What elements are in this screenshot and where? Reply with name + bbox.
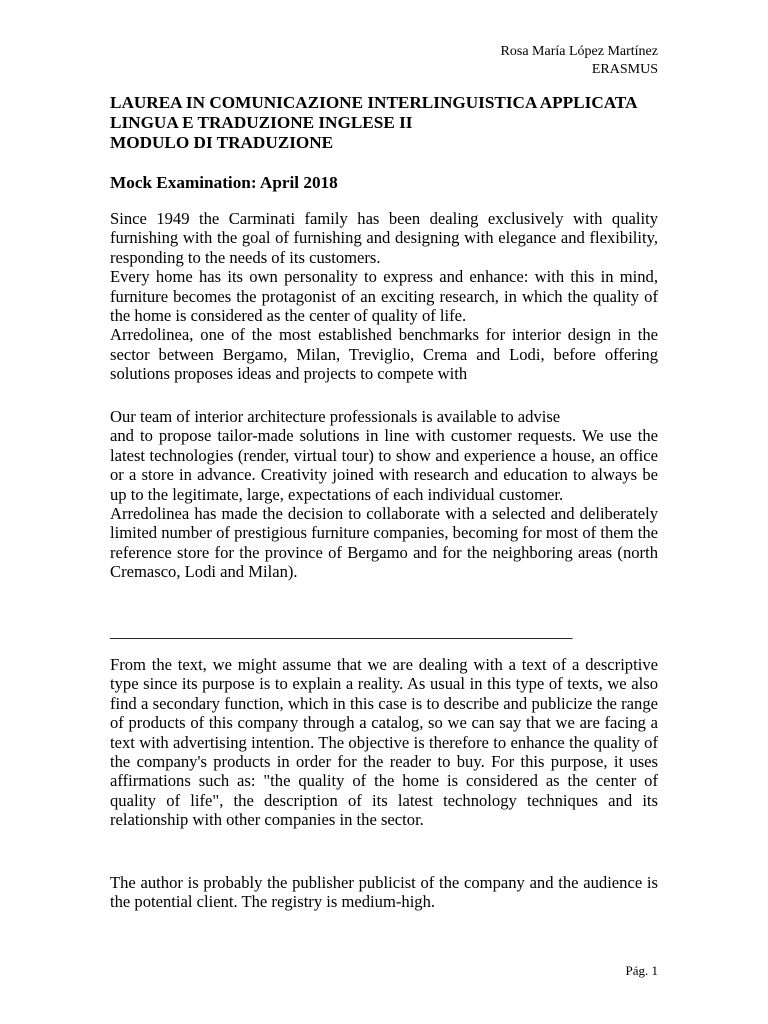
source-paragraph: Arredolinea has made the decision to collaborate with a selected and deliberately limited number of prestigious furniture companies, becoming for most of them the reference store for the province of Bergamo and for the neighboring areas (north Cremasco, Lodi and Milan). (110, 504, 658, 582)
analysis-block (110, 655, 658, 830)
analysis-paragraph: From the text, we might assume that we are dealing with a text of a descriptive type since its purpose is to explain a reality. As usual in this type of texts, we also find a secondary function, which in this case is to describe and publicize the range of products of this company through a catalog, so we can say that we are facing a text with advertising intention. The objective is therefore to enhance the quality of the company's products in order for the reader to buy. For this purpose, it uses affirmations such as: "the quality of the home is considered as the center of quality of life", the description of its latest technology techniques and its relationship with other companies in the sector. (110, 655, 658, 830)
module-heading: MODULO DI TRADUZIONE (110, 133, 334, 152)
source-paragraph: Since 1949 the Carminati family has been dealing exclusively with quality furnishing with the goal of furnishing and designing with elegance and flexibility, responding to the needs of its customers. (110, 209, 658, 267)
source-paragraph: Our team of interior architecture professionals is available to advise (110, 407, 561, 426)
source-paragraph: and to propose tailor-made solutions in line with customer requests. We use the latest technologies (render, virtual tour) to show and experience a house, an office or a store in advance. Creativity joined with research and education to always be up to the legitimate, large, expectations of each individual customer. (110, 426, 658, 504)
program-label: ERASMUS (591, 62, 658, 77)
page-number: Pág. 1 (625, 963, 658, 978)
degree-heading: LAUREA IN COMUNICAZIONE INTERLINGUISTICA APPLICATA (110, 93, 638, 112)
course-headings (110, 93, 670, 153)
conclusion-block (110, 873, 658, 912)
course-heading: LINGUA E TRADUZIONE INGLESE II (110, 113, 413, 132)
source-text-block-1 (110, 209, 658, 384)
author-name: Rosa María López Martínez (500, 44, 658, 59)
source-paragraph: Arredolinea, one of the most established benchmarks for interior design in the sector between Bergamo, Milan, Treviglio, Crema and Lodi, before offering solutions proposes ideas and projects to compete with (110, 325, 658, 384)
source-text-block-2 (110, 407, 658, 582)
author-block (501, 43, 658, 79)
source-paragraph: Every home has its own personality to express and enhance: with this in mind, furniture becomes the protagonist of an exciting research, in which the quality of the home is considered as the center of quality of life. (110, 267, 658, 326)
analysis-paragraph: The author is probably the publisher publicist of the company and the audience is the potential client. The registry is medium-high. (110, 873, 658, 912)
separator-line: ____________________________________________________________ (110, 622, 572, 641)
exam-title: Mock Examination: April 2018 (110, 173, 338, 192)
